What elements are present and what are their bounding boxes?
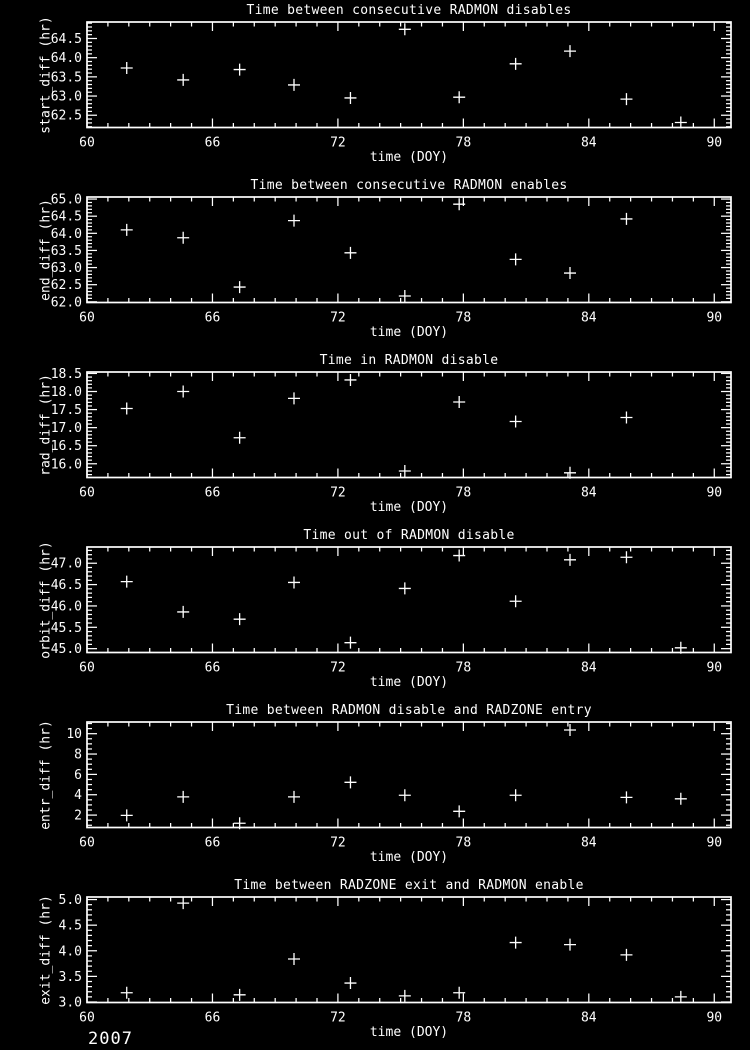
data-point-marker [121, 402, 133, 414]
svg-text:18.5: 18.5 [50, 366, 82, 382]
data-point-marker [675, 793, 687, 805]
data-point-marker [564, 724, 576, 736]
svg-text:84: 84 [580, 660, 597, 676]
plot-title: Time between RADZONE exit and RADMON enable [234, 878, 584, 893]
svg-text:63.5: 63.5 [50, 243, 82, 259]
data-point-marker [453, 805, 465, 817]
svg-text:63.0: 63.0 [50, 89, 82, 105]
data-point-marker [177, 386, 189, 398]
y-axis-label: entr_diff (hr) [38, 720, 54, 830]
svg-text:84: 84 [580, 310, 597, 326]
plot-canvas [0, 700, 750, 875]
svg-text:90: 90 [706, 835, 723, 851]
svg-text:78: 78 [455, 485, 472, 501]
data-point-marker [510, 253, 522, 265]
data-point-marker [177, 74, 189, 86]
svg-text:63.0: 63.0 [50, 261, 82, 277]
svg-text:64.0: 64.0 [50, 226, 82, 242]
plot-entr-diff [0, 700, 750, 875]
data-point-marker [453, 396, 465, 408]
svg-text:66: 66 [204, 660, 221, 676]
y-axis-label: rad_diff (hr) [38, 374, 54, 476]
data-point-marker [510, 789, 522, 801]
data-point-marker [288, 576, 300, 588]
svg-text:64.5: 64.5 [50, 209, 82, 225]
svg-text:90: 90 [706, 485, 723, 501]
data-point-marker [234, 989, 246, 1001]
svg-text:66: 66 [204, 835, 221, 851]
svg-text:72: 72 [330, 1010, 346, 1026]
svg-text:46.0: 46.0 [50, 599, 82, 615]
data-point-marker [675, 991, 687, 1003]
data-point-marker [344, 977, 356, 989]
data-point-marker [288, 791, 300, 803]
data-point-marker [620, 551, 632, 563]
svg-text:78: 78 [455, 835, 472, 851]
data-point-marker [620, 213, 632, 225]
data-point-marker [288, 79, 300, 91]
data-point-marker [620, 949, 632, 961]
plot-title: Time between RADMON disable and RADZONE entry [226, 703, 592, 718]
data-point-marker [620, 791, 632, 803]
svg-text:60: 60 [79, 835, 95, 851]
svg-text:4.5: 4.5 [58, 918, 82, 934]
x-axis-label: time (DOY) [369, 500, 449, 515]
data-point-marker [564, 267, 576, 279]
data-point-marker [288, 953, 300, 965]
svg-text:66: 66 [204, 1010, 221, 1026]
svg-text:8: 8 [74, 747, 82, 763]
data-point-marker [510, 595, 522, 607]
data-point-marker [564, 939, 576, 951]
svg-text:78: 78 [455, 660, 472, 676]
data-point-marker [399, 582, 411, 594]
svg-text:72: 72 [330, 135, 346, 151]
svg-text:16.5: 16.5 [50, 439, 82, 455]
svg-text:90: 90 [706, 660, 723, 676]
data-point-marker [510, 937, 522, 949]
svg-text:66: 66 [204, 310, 221, 326]
svg-text:64.0: 64.0 [50, 51, 82, 67]
svg-text:66: 66 [204, 135, 221, 151]
svg-text:17.5: 17.5 [50, 403, 82, 419]
svg-text:84: 84 [580, 1010, 597, 1026]
svg-text:78: 78 [455, 310, 472, 326]
svg-text:46.5: 46.5 [50, 578, 82, 594]
data-point-marker [121, 987, 133, 999]
data-point-marker [344, 92, 356, 104]
data-point-marker [399, 789, 411, 801]
svg-text:63.5: 63.5 [50, 70, 82, 86]
svg-text:65.0: 65.0 [50, 192, 82, 208]
svg-text:72: 72 [330, 835, 346, 851]
data-point-marker [121, 62, 133, 74]
svg-text:47.0: 47.0 [50, 556, 82, 572]
plot-title: Time between consecutive RADMON disables [246, 3, 572, 18]
data-point-marker [177, 791, 189, 803]
plot-title: Time in RADMON disable [319, 353, 499, 368]
data-point-marker [234, 613, 246, 625]
svg-text:62.5: 62.5 [50, 278, 82, 294]
svg-text:72: 72 [330, 310, 346, 326]
plot-canvas [0, 525, 750, 700]
x-axis-label: time (DOY) [369, 325, 449, 340]
x-axis-label: time (DOY) [369, 850, 449, 865]
y-axis-label: exit_diff (hr) [38, 895, 54, 1005]
data-point-marker [344, 776, 356, 788]
data-point-marker [121, 809, 133, 821]
svg-text:4: 4 [74, 788, 82, 804]
data-point-marker [564, 554, 576, 566]
svg-text:66: 66 [204, 485, 221, 501]
data-point-marker [620, 412, 632, 424]
plot-title: Time out of RADMON disable [303, 528, 515, 543]
data-point-marker [177, 232, 189, 244]
svg-text:3.0: 3.0 [58, 995, 82, 1011]
year-label: 2007 [88, 1029, 133, 1049]
x-axis-label: time (DOY) [369, 150, 449, 165]
svg-text:84: 84 [580, 485, 597, 501]
plot-orbit-diff [0, 525, 750, 700]
data-point-marker [121, 576, 133, 588]
y-axis-label: end_diff (hr) [38, 199, 54, 301]
svg-text:60: 60 [79, 310, 95, 326]
data-point-marker [234, 281, 246, 293]
svg-text:84: 84 [580, 835, 597, 851]
svg-text:78: 78 [455, 1010, 472, 1026]
plot-canvas [0, 350, 750, 525]
svg-text:18.0: 18.0 [50, 385, 82, 401]
data-point-marker [234, 64, 246, 76]
svg-text:62.0: 62.0 [50, 295, 82, 311]
data-point-marker [344, 374, 356, 386]
data-point-marker [510, 58, 522, 70]
data-point-marker [344, 247, 356, 259]
data-point-marker [121, 224, 133, 236]
y-axis-label: start_diff (hr) [38, 16, 54, 134]
data-point-marker [234, 432, 246, 444]
svg-text:84: 84 [580, 135, 597, 151]
plot-start-diff [0, 0, 750, 175]
svg-text:3.5: 3.5 [58, 969, 82, 985]
data-point-marker [177, 897, 189, 909]
data-point-marker [288, 392, 300, 404]
svg-text:45.5: 45.5 [50, 620, 82, 636]
svg-text:45.0: 45.0 [50, 642, 82, 658]
svg-text:6: 6 [74, 767, 82, 783]
svg-text:17.0: 17.0 [50, 421, 82, 437]
x-axis-label: time (DOY) [369, 1025, 449, 1040]
svg-text:62.5: 62.5 [50, 108, 82, 124]
plot-rad-diff [0, 350, 750, 525]
plot-canvas [0, 0, 750, 175]
svg-text:5.0: 5.0 [58, 893, 82, 909]
svg-text:60: 60 [79, 135, 95, 151]
plot-end-diff [0, 175, 750, 350]
y-axis-label: orbit_diff (hr) [38, 541, 54, 659]
data-point-marker [177, 606, 189, 618]
data-point-marker [564, 45, 576, 57]
x-axis-label: time (DOY) [369, 675, 449, 690]
svg-text:2: 2 [74, 808, 82, 824]
plot-canvas [0, 175, 750, 350]
plot-exit-diff [0, 875, 750, 1050]
svg-text:90: 90 [706, 135, 723, 151]
svg-text:10: 10 [66, 727, 82, 743]
svg-text:60: 60 [79, 1010, 95, 1026]
svg-text:72: 72 [330, 485, 346, 501]
data-point-marker [510, 415, 522, 427]
data-point-marker [344, 637, 356, 649]
svg-text:16.0: 16.0 [50, 457, 82, 473]
svg-text:64.5: 64.5 [50, 31, 82, 47]
svg-text:60: 60 [79, 485, 95, 501]
svg-text:4.0: 4.0 [58, 944, 82, 960]
plot-canvas [0, 875, 750, 1050]
data-point-marker [288, 215, 300, 227]
data-point-marker [453, 91, 465, 103]
data-point-marker [620, 93, 632, 105]
svg-text:72: 72 [330, 660, 346, 676]
svg-text:78: 78 [455, 135, 472, 151]
svg-text:90: 90 [706, 310, 723, 326]
svg-text:60: 60 [79, 660, 95, 676]
plot-title: Time between consecutive RADMON enables [250, 178, 568, 193]
svg-text:90: 90 [706, 1010, 723, 1026]
